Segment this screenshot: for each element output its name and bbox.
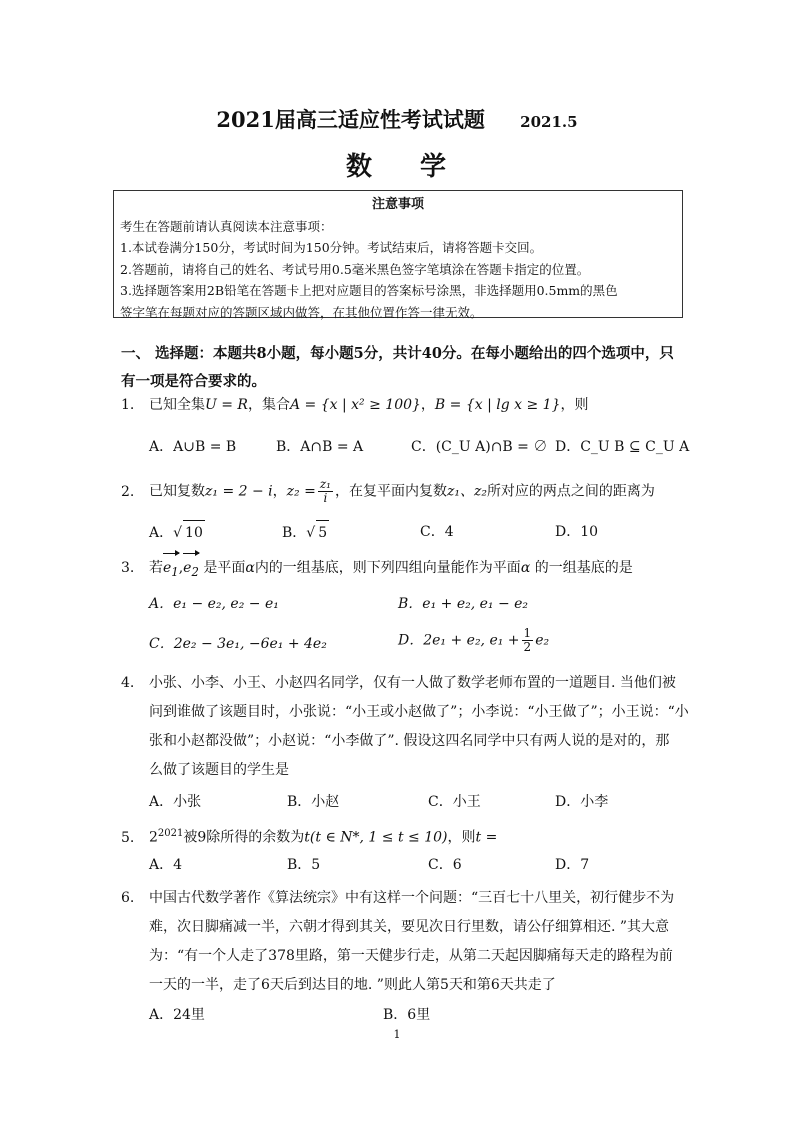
- question-2: 2. 已知复数z₁ = 2 − i，z₂ = $\frac{\text{z₁}}{i}$ ，在复平面内复数z₁、z₂所对应的两点之间的距离为: [121, 477, 655, 505]
- q2-option-b: [282, 520, 329, 545]
- question-text: 所对应的两点之间的距离为: [486, 483, 655, 500]
- question-number: 4.: [121, 675, 135, 691]
- math-set-a: A = {x | x² ≥ 100}: [289, 397, 421, 413]
- power-base: 2: [149, 829, 158, 846]
- q4-option-c: C．小王: [428, 794, 481, 810]
- notice-line: 考生在答题前请认真阅读本注意事项：: [120, 218, 333, 234]
- question-text: 内的一组基底，则下列四组向量能作为平面: [254, 560, 521, 576]
- section-heading-line: 一、 选择题：本题共8小题，每小题5分，共计40分。在每小题给出的四个选项中，只: [121, 345, 674, 362]
- option-label: B．: [282, 525, 307, 541]
- question-text: ，集合: [247, 397, 290, 413]
- q6-option-b: B．6里: [383, 1007, 431, 1023]
- radicand: 10: [183, 520, 205, 545]
- subject-title: [0, 146, 794, 183]
- math-universe: U = R: [205, 397, 248, 413]
- math-t: t =: [475, 829, 498, 846]
- fraction-denominator: i: [323, 491, 328, 505]
- q1-option-c: C．(C_U A)∩B = ∅: [411, 439, 548, 455]
- math-z1: z₁ = 2 − i: [205, 483, 273, 500]
- question-line: 一天的一半，走了6天后到达目的地. ”则此人第5天和第6天共走了: [149, 977, 556, 993]
- q1-option-b: B．A∩B = A: [276, 439, 364, 455]
- math-set-b: B = {x | lg x ≥ 1}: [434, 397, 561, 413]
- option-label: A．: [149, 525, 174, 541]
- question-3: 3. 若$e_1,e_2$ 是平面α内的一组基底，则下列四组向量能作为平面α 的一组基底的是: [121, 556, 633, 584]
- q4-option-d: D．小李: [555, 794, 609, 810]
- q1-option-d: D．C_U B ⊆ C_U A: [555, 439, 690, 455]
- question-number: 3.: [121, 560, 135, 576]
- question-text: 已知复数: [149, 483, 205, 500]
- section-heading: [121, 340, 701, 396]
- sqrt-icon: √: [306, 525, 316, 541]
- question-text: ，则: [447, 829, 476, 846]
- question-line: 张和小赵都没做”；小赵说：“小李做了”. 假设这四名同学中只有两人说的是对的，那: [149, 733, 670, 749]
- question-text: 的一组基底的是: [534, 560, 633, 576]
- q6-option-a: A．24里: [149, 1007, 205, 1023]
- question-text: 是平面: [203, 560, 246, 576]
- question-number: 5.: [121, 829, 135, 846]
- subject-char-2: 学: [420, 152, 449, 182]
- q5-option-b: B．5: [287, 857, 321, 873]
- question-line: 中国古代数学著作《算法统宗》中有这样一个问题：“三百七十八里关，初行健步不为: [149, 890, 675, 906]
- q1-option-a: A．A∪B = B: [149, 439, 237, 455]
- math-alpha: α: [520, 560, 531, 576]
- math-z1-z2: z₁、z₂: [446, 483, 487, 500]
- question-text: ，在复平面内复数: [334, 483, 447, 500]
- fraction-numerator: z₁: [319, 477, 331, 491]
- q2-option-c: C．4: [420, 524, 454, 540]
- fraction-numerator: 1: [523, 626, 532, 640]
- exam-title: [0, 104, 794, 134]
- question-line: 难，次日脚痛减一半，六朝才得到其关，要见次日行里数，请公仔细算相还. ”其大意: [149, 919, 670, 935]
- notice-line: 签字笔在每题对应的答题区域内做答，在其他位置作答一律无效。: [120, 304, 483, 320]
- section-heading-line: 有一项是符合要求的。: [121, 373, 266, 390]
- sqrt-icon: √: [173, 525, 183, 541]
- q5-option-d: D．7: [555, 857, 590, 873]
- question-5: [121, 822, 497, 850]
- q3-option-b: B．e₁ + e₂, e₁ − e₂: [398, 596, 529, 612]
- math-alpha: α: [245, 560, 255, 576]
- question-text: 已知全集: [149, 397, 205, 413]
- q3-option-c: C．2e₂ − 3e₁, −6e₁ + 4e₂: [149, 636, 327, 652]
- q4-option-b: B．小赵: [287, 794, 340, 810]
- radicand: 5: [316, 520, 329, 545]
- question-line: 为：“有一个人走了378里路，第一天健步行走，从第二天起因脚痛每天走的路程为前: [149, 948, 673, 964]
- question-text: ，则: [560, 397, 589, 413]
- question-line: 小张、小李、小王、小赵四名同学，仅有一人做了数学老师布置的一道题目. 当他们被: [149, 675, 676, 691]
- math-condition: t(t ∈ N*, 1 ≤ t ≤ 10): [304, 829, 448, 846]
- exam-title-text: 2021届高三适应性考试试题: [216, 107, 485, 132]
- q5-option-c: C．6: [428, 857, 462, 873]
- fraction-denominator: 2: [523, 640, 532, 654]
- question-line: 问到谁做了该题目时，小张说：“小王或小赵做了”；小李说：“小王做了”；小王说：“小: [149, 704, 689, 720]
- notice-line: 2.答题前，请将自己的姓名、考试号用0.5毫米黑色签字笔填涂在答题卡指定的位置。: [120, 261, 590, 277]
- page-number: 1: [393, 1028, 401, 1041]
- math-z2-lhs: z₂ =: [286, 483, 316, 500]
- question-6: [121, 884, 681, 1000]
- notice-box: [113, 190, 683, 318]
- math-fraction: [522, 627, 534, 654]
- subject-char-1: 数: [345, 152, 374, 182]
- question-number: 6.: [121, 890, 135, 906]
- q5-option-a: A．4: [149, 857, 183, 873]
- question-number: 2.: [121, 483, 135, 500]
- question-1: 1. 已知全集U = R，集合A = {x | x² ≥ 100}，B = {x | lg x ≥ 1}，则: [121, 393, 589, 417]
- power-exponent: 2021: [157, 828, 184, 839]
- question-text: 被9除所得的余数为: [183, 829, 305, 846]
- notice-heading: 注意事项: [371, 197, 424, 212]
- question-line: 么做了该题目的学生是: [149, 762, 289, 778]
- question-number: 1.: [121, 397, 135, 413]
- question-4: [121, 669, 689, 785]
- question-text: 若: [149, 560, 163, 576]
- option-text: e₂: [535, 632, 550, 649]
- exam-date: 2021.5: [520, 113, 578, 131]
- option-text: D．2e₁ + e₂, e₁ +: [398, 632, 520, 649]
- vector-e2: $e_2$: [183, 556, 199, 584]
- q3-option-d: [398, 627, 549, 654]
- q3-option-a: A．e₁ − e₂, e₂ − e₁: [149, 596, 279, 612]
- math-fraction: [318, 478, 333, 505]
- q2-option-d: D．10: [555, 524, 599, 540]
- notice-line: 1.本试卷满分150分，考试时间为150分钟。考试结束后，请将答题卡交回。: [120, 240, 543, 255]
- notice-line: 3.选择题答案用2B铅笔在答题卡上把对应题目的答案标号涂黑，非选择题用0.5mm的黑色: [120, 283, 618, 298]
- vector-e1: $e_1$: [163, 556, 179, 584]
- q2-option-a: [149, 520, 205, 545]
- q4-option-a: A．小张: [149, 794, 202, 810]
